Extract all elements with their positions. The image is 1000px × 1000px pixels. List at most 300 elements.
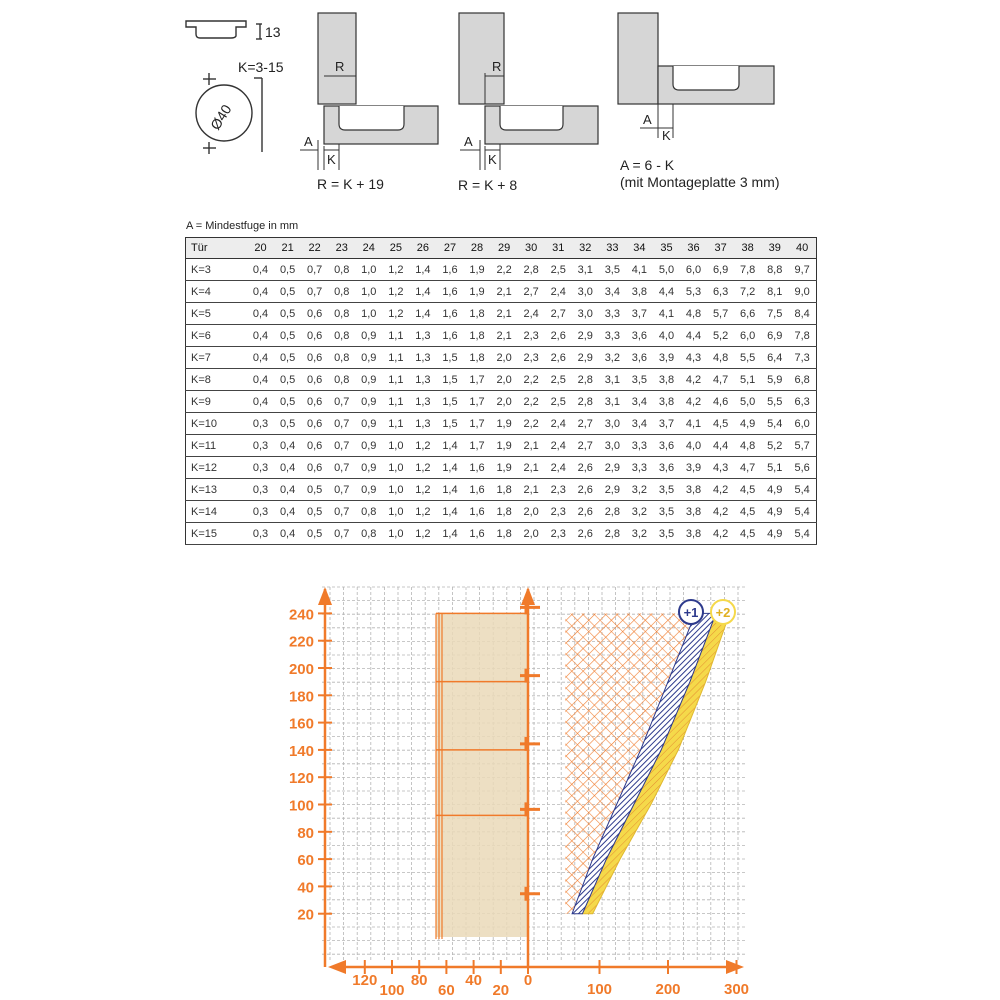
table-cell: 0,4 [274,501,301,523]
table-cell: 7,5 [761,303,788,325]
table-cell: 2,1 [491,303,518,325]
table-cell: 1,0 [355,259,382,281]
table-cell: 4,8 [734,435,761,457]
table-cell: 1,2 [409,501,436,523]
table-column-header: 22 [301,238,328,259]
table-cell: 1,4 [409,303,436,325]
table-cell: 0,3 [247,479,274,501]
table-cell: 1,2 [409,523,436,545]
table-cell: 6,9 [707,259,734,281]
table-row [186,457,817,479]
k-label-1: K [327,152,336,167]
table-cell: 8,4 [788,303,816,325]
table-cell: 3,2 [626,501,653,523]
table-cell: 2,6 [545,347,572,369]
table-cell: 4,2 [707,479,734,501]
table-cell: 4,5 [707,413,734,435]
table-cell: 2,3 [545,523,572,545]
table-cell: 7,3 [788,347,816,369]
table-cell: 0,4 [247,303,274,325]
table-cell: 2,4 [545,457,572,479]
table-cell: 3,8 [680,523,707,545]
table-cell: 1,2 [409,435,436,457]
table-cell: 2,7 [572,413,599,435]
y-tick-label: 60 [297,852,314,870]
table-cell: 5,4 [761,413,788,435]
table-cell: 1,2 [409,479,436,501]
table-cell: 3,7 [626,303,653,325]
table-cell: 1,0 [382,457,409,479]
table-cell: 4,9 [761,501,788,523]
table-cell: 0,5 [274,369,301,391]
table-cell: 2,4 [518,303,545,325]
table-cell: 2,2 [518,369,545,391]
table-cell: 4,5 [734,501,761,523]
table-cell: 0,7 [328,413,355,435]
table-cell: 2,1 [518,457,545,479]
table-cell: 0,9 [355,435,382,457]
table-cell: 2,9 [599,457,626,479]
chart-areas [436,600,730,939]
table-cell: 8,8 [761,259,788,281]
table-cell: 0,8 [355,501,382,523]
y-tick-label: 40 [297,879,314,897]
y-tick-label: 20 [297,906,314,924]
table-cell: 1,5 [436,413,463,435]
cup-height-label: 13 [265,24,281,40]
table-cell: 1,8 [464,325,491,347]
table-cell: 1,8 [464,303,491,325]
table-cell: 5,7 [788,435,816,457]
table-cell: 1,3 [409,413,436,435]
table-row-label: K=10 [186,413,248,435]
table-cell: 0,6 [301,391,328,413]
table-header-row [186,238,817,259]
table-row-label: K=8 [186,369,248,391]
table-cell: 0,3 [247,523,274,545]
table-row [186,347,817,369]
table-cell: 4,4 [680,325,707,347]
table-cell: 1,9 [491,457,518,479]
table-cell: 5,5 [761,391,788,413]
table-cell: 0,8 [328,325,355,347]
table-cell: 3,8 [626,281,653,303]
table-row-label: K=14 [186,501,248,523]
table-cell: 1,5 [436,347,463,369]
table-cell: 1,1 [382,413,409,435]
x-left-tick-label: 100 [379,982,405,999]
table-cell: 0,4 [274,457,301,479]
table-cell: 6,6 [734,303,761,325]
table-cell: 6,0 [734,325,761,347]
y-tick-label: 160 [288,715,314,733]
a-label-2: A [464,134,473,149]
table-cell: 5,0 [653,259,680,281]
hinge-diagrams [0,0,1000,210]
table-column-header: 21 [274,238,301,259]
table-cell: 2,6 [572,457,599,479]
table-cell: 2,6 [572,523,599,545]
table-cell: 1,0 [382,501,409,523]
table-cell: 1,7 [464,391,491,413]
table-cell: 6,9 [761,325,788,347]
y-tick-label: 180 [288,688,314,706]
series-badge-label: +1 [683,605,699,620]
table-column-header: 27 [436,238,463,259]
table-column-header: 31 [545,238,572,259]
table-cell: 0,4 [247,391,274,413]
table-cell: 0,8 [328,303,355,325]
table-cell: 1,7 [464,435,491,457]
hinge-chart [0,575,1000,1000]
table-cell: 3,5 [626,369,653,391]
table-cell: 1,3 [409,369,436,391]
diameter-label: Ø40 [206,101,235,133]
table-cell: 0,6 [301,303,328,325]
table-row-label: K=5 [186,303,248,325]
table-cell: 1,4 [436,435,463,457]
k-label-3: K [662,128,671,143]
half-overlay-hinge-drawing [459,13,598,170]
table-cell: 1,1 [382,347,409,369]
table-cell: 1,6 [464,457,491,479]
table-cell: 2,5 [545,369,572,391]
table-cell: 2,3 [545,501,572,523]
x-right-tick-label: 300 [723,981,750,998]
table-cell: 2,8 [599,501,626,523]
table-cell: 1,6 [436,325,463,347]
table-cell: 3,4 [599,281,626,303]
y-tick-label: 220 [288,633,314,651]
table-cell: 2,4 [545,413,572,435]
table-cell: 0,4 [274,523,301,545]
y-tick-label: 120 [288,770,314,788]
table-row [186,479,817,501]
formula-overlay: R = K + 19 [317,176,384,192]
table-cell: 1,4 [436,523,463,545]
table-cell: 2,3 [545,479,572,501]
table-row-label: K=9 [186,391,248,413]
table-row-label: K=12 [186,457,248,479]
table-cell: 0,4 [274,435,301,457]
table-cell: 4,8 [707,347,734,369]
table-body [186,259,817,545]
x-left-tick-label: 0 [523,972,533,989]
table-row [186,281,817,303]
table-column-header: 25 [382,238,409,259]
table-cell: 0,7 [328,457,355,479]
table-cell: 2,2 [518,391,545,413]
table-cell: 3,1 [599,391,626,413]
table-cell: 5,1 [734,369,761,391]
table-cell: 4,8 [680,303,707,325]
table-cell: 3,9 [680,457,707,479]
table-cell: 1,4 [436,457,463,479]
table-cell: 1,5 [436,369,463,391]
table-cell: 3,8 [680,501,707,523]
table-cell: 0,5 [274,325,301,347]
table-cell: 1,7 [464,413,491,435]
table-cell: 0,6 [301,369,328,391]
table-cell: 3,6 [626,325,653,347]
table-cell: 1,9 [491,413,518,435]
table-cell: 1,1 [382,391,409,413]
table-cell: 0,8 [328,259,355,281]
table-cell: 0,5 [301,523,328,545]
table-cell: 5,3 [680,281,707,303]
table-cell: 5,6 [788,457,816,479]
inset-hinge-drawing [618,13,774,138]
table-cell: 4,2 [707,523,734,545]
table-cell: 4,1 [653,303,680,325]
table-cell: 3,4 [626,391,653,413]
k-label-2: K [488,152,497,167]
table-cell: 3,5 [599,259,626,281]
table-cell: 2,8 [572,369,599,391]
table-cell: 0,6 [301,325,328,347]
table-column-header: 24 [355,238,382,259]
table-cell: 4,1 [680,413,707,435]
table-cell: 4,7 [707,369,734,391]
table-column-header: 28 [464,238,491,259]
table-cell: 2,3 [518,347,545,369]
table-cell: 4,3 [707,457,734,479]
table-cell: 4,1 [626,259,653,281]
table-cell: 0,8 [328,347,355,369]
table-caption: A = Mindestfuge in mm [186,220,299,232]
table-cell: 1,6 [464,479,491,501]
table-row-label: K=4 [186,281,248,303]
table-row [186,435,817,457]
table-cell: 0,3 [247,413,274,435]
table-column-header: 33 [599,238,626,259]
table-cell: 0,7 [328,391,355,413]
table-column-header: 29 [491,238,518,259]
table-cell: 2,6 [572,479,599,501]
table-cell: 5,7 [707,303,734,325]
table-cell: 2,0 [518,523,545,545]
table-column-header: 32 [572,238,599,259]
table-cell: 2,1 [518,479,545,501]
table-row [186,413,817,435]
table-cell: 0,3 [247,435,274,457]
a-label-3: A [643,112,652,127]
table-cell: 4,9 [761,479,788,501]
table-cell: 1,3 [409,325,436,347]
table-cell: 5,0 [734,391,761,413]
table-cell: 1,3 [409,347,436,369]
x-left-tick-label: 60 [438,982,455,999]
table-cell: 2,2 [491,259,518,281]
k-range-label: K=3-15 [238,59,284,75]
table-cell: 2,0 [491,391,518,413]
table-cell: 4,9 [761,523,788,545]
table-cell: 1,1 [382,325,409,347]
table-cell: 0,3 [247,457,274,479]
table-cell: 3,9 [653,347,680,369]
table-cell: 2,7 [518,281,545,303]
table-column-header: 20 [247,238,274,259]
table-row [186,259,817,281]
table-cell: 3,8 [653,369,680,391]
table-cell: 0,5 [274,347,301,369]
table-row [186,391,817,413]
table-cell: 4,0 [653,325,680,347]
table-cell: 5,9 [761,369,788,391]
table-cell: 2,8 [599,523,626,545]
table-cell: 1,6 [436,303,463,325]
table-cell: 3,6 [626,347,653,369]
table-cell: 0,4 [247,369,274,391]
center-axis-arrow [521,587,535,605]
table-cell: 6,0 [680,259,707,281]
table-cell: 1,1 [382,369,409,391]
table-cell: 5,4 [788,523,816,545]
table-cell: 1,0 [382,523,409,545]
a-label-1: A [304,134,313,149]
table-cell: 1,0 [355,281,382,303]
table-cell: 2,9 [572,347,599,369]
table-cell: 1,8 [491,479,518,501]
table-cell: 2,5 [545,391,572,413]
table-cell: 0,7 [328,523,355,545]
table-cell: 3,3 [599,303,626,325]
formula-inset-line1: A = 6 - K [620,157,675,173]
table-cell: 4,9 [734,413,761,435]
table-cell: 4,7 [734,457,761,479]
cup-profile-drawing [186,21,262,39]
r-label-1: R [335,59,345,74]
table-column-header: 38 [734,238,761,259]
table-cell: 0,7 [301,259,328,281]
x-right-tick-label: 200 [655,981,681,998]
table-cell: 3,5 [653,501,680,523]
table-cell: 0,3 [247,501,274,523]
table-cell: 1,9 [491,435,518,457]
table-cell: 1,4 [409,281,436,303]
table-cell: 0,6 [301,347,328,369]
table-cell: 2,9 [572,325,599,347]
table-cell: 3,8 [653,391,680,413]
formula-half-overlay: R = K + 8 [458,177,518,193]
x-left-tick-label: 80 [410,972,428,989]
table-cell: 1,0 [382,435,409,457]
table-cell: 0,5 [274,281,301,303]
table-cell: 1,2 [409,457,436,479]
table-cell: 4,0 [680,435,707,457]
table-cell: 2,1 [518,435,545,457]
table-row-label: K=13 [186,479,248,501]
table-cell: 2,1 [491,281,518,303]
table-row [186,369,817,391]
table-cell: 4,2 [680,391,707,413]
x-left-tick-label: 40 [465,972,482,989]
table-column-header: 37 [707,238,734,259]
table-cell: 1,6 [464,501,491,523]
table-cell: 2,6 [545,325,572,347]
table-cell: 4,3 [680,347,707,369]
table-cell: 3,5 [653,479,680,501]
table-cell: 1,6 [436,281,463,303]
y-tick-label: 80 [297,824,314,842]
table-cell: 1,4 [436,501,463,523]
table-cell: 5,5 [734,347,761,369]
table-cell: 7,8 [788,325,816,347]
table-cell: 2,9 [599,479,626,501]
table-cell: 0,9 [355,457,382,479]
table-cell: 5,1 [761,457,788,479]
table-cell: 0,6 [301,413,328,435]
table-cell: 3,3 [599,325,626,347]
table-cell: 0,6 [301,435,328,457]
table-cell: 1,9 [464,259,491,281]
formula-inset-line2: (mit Montageplatte 3 mm) [620,174,780,190]
table-cell: 5,2 [707,325,734,347]
table-cell: 0,7 [301,281,328,303]
table-cell: 1,9 [464,281,491,303]
table-cell: 0,8 [355,523,382,545]
table-cell: 7,8 [734,259,761,281]
table-cell: 0,5 [274,303,301,325]
table-cell: 1,6 [436,259,463,281]
table-cell: 2,6 [572,501,599,523]
table-column-header: 40 [788,238,816,259]
table-cell: 3,4 [626,413,653,435]
table-cell: 0,7 [328,501,355,523]
table-cell: 3,3 [626,435,653,457]
x-axis-arrow-left [328,960,346,974]
table-row [186,501,817,523]
table-row-label: K=6 [186,325,248,347]
table-cell: 2,2 [518,413,545,435]
table-cell: 2,4 [545,281,572,303]
table-column-header: 36 [680,238,707,259]
table-cell: 8,1 [761,281,788,303]
table-cell: 4,4 [707,435,734,457]
table-cell: 5,4 [788,479,816,501]
table-cell: 0,9 [355,325,382,347]
table-cell: 1,5 [436,391,463,413]
table-cell: 3,6 [653,457,680,479]
table-cell: 0,9 [355,479,382,501]
table-cell: 2,8 [572,391,599,413]
x-left-tick-label: 20 [492,982,510,999]
table-column-header: 30 [518,238,545,259]
table-column-header: 26 [409,238,436,259]
table-cell: 6,3 [707,281,734,303]
table-cell: 0,4 [274,479,301,501]
table-cell: 2,1 [491,325,518,347]
table-corner-label: Tür [186,238,248,259]
table-row [186,523,817,545]
table-cell: 1,0 [355,303,382,325]
table-cell: 0,7 [328,479,355,501]
table-cell: 2,0 [491,369,518,391]
table-cell: 0,9 [355,347,382,369]
table-row-label: K=11 [186,435,248,457]
table-cell: 0,5 [274,391,301,413]
y-tick-label: 200 [288,661,314,678]
x-axis-arrow-right [726,960,744,974]
table-cell: 6,3 [788,391,816,413]
table-cell: 1,4 [436,479,463,501]
table-cell: 3,8 [680,479,707,501]
table-cell: 1,0 [382,479,409,501]
r-label-2: R [492,59,502,74]
table-cell: 1,8 [464,347,491,369]
overlay-hinge-drawing [300,13,438,170]
table-cell: 4,6 [707,391,734,413]
